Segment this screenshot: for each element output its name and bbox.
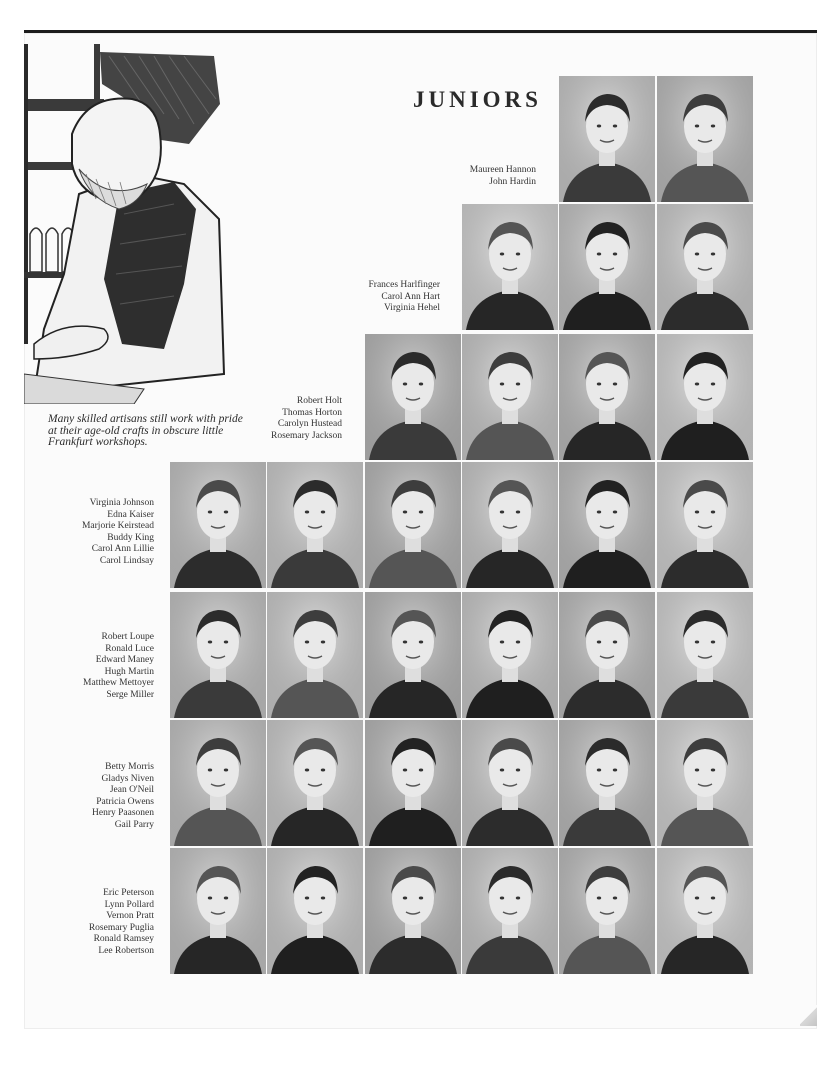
student-name: Carolyn Hustead: [277, 419, 342, 429]
portrait-photo-icon: [559, 720, 655, 846]
name-list-row-7: [89, 888, 154, 957]
artisan-illustration-icon: [24, 44, 229, 404]
portrait-photo-icon: [559, 334, 655, 460]
illustration-caption: [48, 414, 298, 449]
name-list-row-1: [470, 165, 536, 188]
name-list-row-5: [83, 632, 154, 701]
student-name: Carol Ann Lillie: [91, 544, 154, 554]
portrait-photo-icon: [657, 462, 753, 588]
portrait-photo-icon: [365, 848, 461, 974]
portrait-photo-icon: [170, 462, 266, 588]
student-name: Carol Ann Hart: [381, 291, 440, 302]
name-list-row-6: [92, 762, 154, 831]
student-name: Matthew Mettoyer: [83, 678, 154, 688]
portrait-photo-icon: [462, 592, 558, 718]
portrait-photo-icon: [559, 462, 655, 588]
portrait-photo-icon: [657, 204, 753, 330]
student-name: Buddy King: [107, 532, 154, 543]
portrait-photo-icon: [657, 848, 753, 974]
student-name: Serge Miller: [106, 689, 154, 700]
portrait-photo-icon: [559, 848, 655, 974]
student-name: Eric Peterson: [103, 888, 154, 898]
portrait-photo-icon: [170, 848, 266, 974]
portrait-photo-icon: [462, 848, 558, 974]
student-name: Hugh Martin: [104, 666, 154, 677]
student-name: Gladys Niven: [101, 773, 154, 784]
portrait-photo-icon: [559, 76, 655, 202]
caption-line: Frankfurt workshops.: [48, 436, 148, 448]
portrait-photo-icon: [657, 592, 753, 718]
portrait-photo-icon: [657, 76, 753, 202]
page-title: JUNIORS: [413, 87, 542, 113]
portrait-photo-icon: [267, 720, 363, 846]
student-name: Robert Loupe: [101, 632, 154, 642]
page-curl: [800, 1005, 817, 1026]
student-name: Edna Kaiser: [107, 509, 154, 520]
name-list-row-4: [82, 498, 154, 567]
portrait-photo-icon: [462, 720, 558, 846]
portrait-photo-icon: [365, 720, 461, 846]
student-name: Gail Parry: [114, 819, 154, 830]
student-name: Virginia Hehel: [384, 303, 440, 313]
portrait-photo-icon: [170, 720, 266, 846]
portrait-photo-icon: [462, 334, 558, 460]
caption-line: Many skilled artisans still work with pride: [48, 413, 243, 425]
student-name: Ronald Ramsey: [93, 934, 154, 944]
portrait-photo-icon: [267, 592, 363, 718]
student-name: John Hardin: [489, 176, 536, 187]
portrait-photo-icon: [267, 462, 363, 588]
portrait-photo-icon: [170, 592, 266, 718]
portrait-photo-icon: [462, 204, 558, 330]
student-name: Frances Harlfinger: [368, 280, 440, 290]
student-name: Marjorie Keirstead: [81, 521, 154, 531]
student-name: Maureen Hannon: [469, 165, 536, 175]
student-name: Virginia Johnson: [89, 498, 154, 508]
student-name: Robert Holt: [296, 396, 342, 406]
name-list-row-3: [271, 396, 342, 442]
student-name: Carol Lindsay: [99, 555, 154, 566]
portrait-photo-icon: [365, 592, 461, 718]
student-name: Lee Robertson: [98, 945, 154, 956]
portrait-photo-icon: [365, 334, 461, 460]
portrait-photo-icon: [462, 462, 558, 588]
caption-line: at their age-old crafts in obscure little: [48, 424, 224, 437]
student-name: Rosemary Puglia: [88, 922, 154, 933]
student-name: Edward Maney: [95, 655, 154, 665]
portrait-photo-icon: [657, 334, 753, 460]
name-list-row-2: [369, 280, 440, 315]
student-name: Ronald Luce: [105, 643, 154, 654]
student-name: Thomas Horton: [282, 407, 342, 418]
student-name: Lynn Pollard: [104, 899, 154, 910]
portrait-photo-icon: [559, 204, 655, 330]
student-name: Henry Paasonen: [92, 808, 154, 818]
student-name: Rosemary Jackson: [271, 430, 342, 441]
portrait-photo-icon: [657, 720, 753, 846]
portrait-photo-icon: [365, 462, 461, 588]
student-name: Betty Morris: [105, 762, 154, 772]
portrait-photo-icon: [267, 848, 363, 974]
student-name: Jean O'Neil: [109, 785, 154, 795]
portrait-photo-icon: [559, 592, 655, 718]
student-name: Patricia Owens: [96, 796, 154, 807]
student-name: Vernon Pratt: [106, 911, 154, 921]
